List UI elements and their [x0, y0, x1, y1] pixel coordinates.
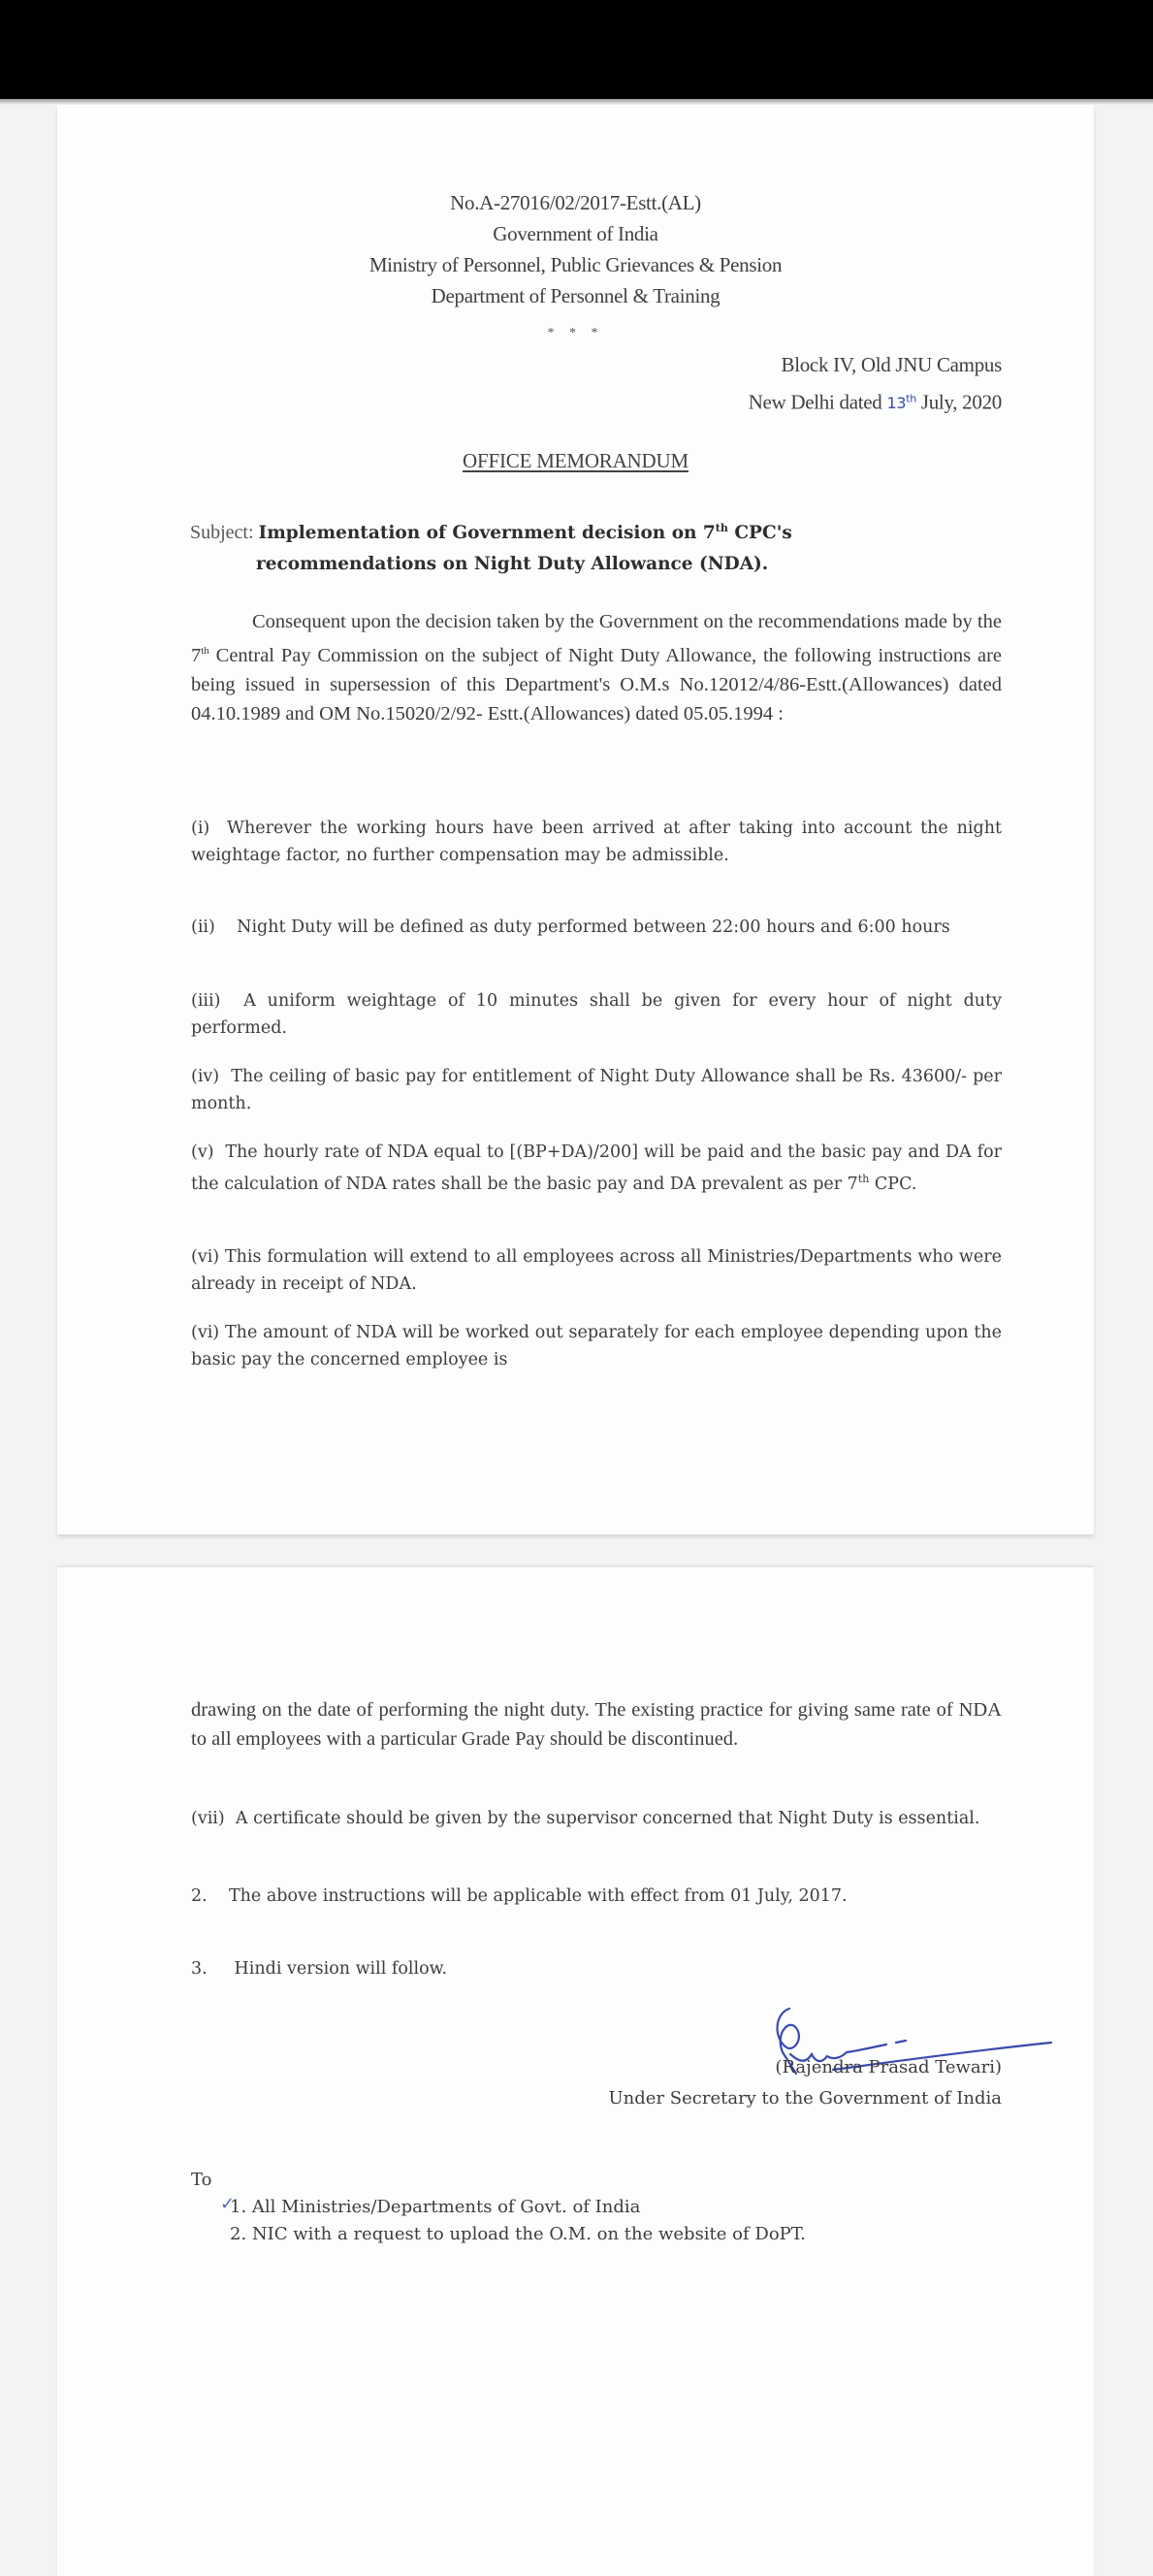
paragraph-3: 3. Hindi version will follow. — [191, 1959, 448, 1979]
subject-block — [190, 513, 1002, 580]
date-suffix: July, 2020 — [920, 390, 1002, 414]
subject-line-2: recommendations on Night Duty Allowance (NDA). — [256, 554, 769, 575]
point-iii: (iii) A uniform weightage of 10 minutes shall be given for every hour of night duty performed. — [191, 991, 1002, 1038]
point-i: (i) Wherever the working hours have been arrived at after taking into account the night weightage factor, no further compensation may be admissible. — [191, 819, 1002, 865]
signatory-name: (Rajendra Prasad Tewari) — [775, 2057, 1002, 2077]
document-page-1 — [57, 105, 1094, 1534]
recipient-item: ✓ 1. All Ministries/Departments of Govt. of India — [230, 2194, 806, 2221]
continuation-paragraph: drawing on the date of performing the night duty. The existing practice for giving same rate of NDA to all employees with a particular Grade Pay should be discontinued. — [191, 1699, 1002, 1750]
government-name: Government of India — [493, 222, 658, 245]
subject-line-1: Implementation of Government decision on 7th CPC's — [258, 522, 792, 544]
address-line: Block IV, Old JNU Campus — [781, 353, 1002, 376]
subject-label: Subject: — [190, 522, 254, 544]
point-vii: (vii) A certificate should be given by the supervisor concerned that Night Duty is essential. — [191, 1809, 980, 1828]
point-vi: (vi) This formulation will extend to all employees across all Ministries/Departments who were already in receipt of NDA. — [191, 1247, 1002, 1294]
intro-paragraph: Consequent upon the decision taken by the Government on the recommendations made by the 7th Central Pay Commission on the subject of Night Duty Allowance, the following instructions are being issued in supersession of this Department's O.M.s No.12012/4/86-Estt.(Allowances) dated 04.10.1989 and OM No.15020/2/92- Estt.(Allowances) dated 05.05.1994 : — [191, 611, 1002, 724]
recipients-block — [191, 2167, 806, 2248]
check-mark-icon: ✓ — [220, 2194, 236, 2214]
point-v: (v) The hourly rate of NDA equal to [(BP+DA)/200] will be paid and the basic pay and DA for the calculation of NDA rates shall be the basic pay and DA prevalent as per 7th CPC. — [191, 1143, 1002, 1194]
point-vi-b: (vi) The amount of NDA will be worked out separately for each employee depending upon the basic pay the concerned employee is — [191, 1323, 1002, 1369]
department-name: Department of Personnel & Training — [431, 284, 721, 307]
recipients-list — [191, 2194, 806, 2248]
document-title: OFFICE MEMORANDUM — [463, 449, 689, 472]
top-status-bar — [0, 0, 1153, 99]
address-block — [749, 347, 1002, 421]
ministry-name: Ministry of Personnel, Public Grievances & Pension — [368, 253, 783, 276]
recipient-item: 2. NIC with a request to upload the O.M. on the website of DoPT. — [230, 2224, 806, 2244]
point-ii: (ii) Night Duty will be defined as duty performed between 22:00 hours and 6:00 hours — [191, 918, 950, 937]
paragraph-2: 2. The above instructions will be applicable with effect from 01 July, 2017. — [191, 1886, 848, 1906]
signatory-designation: Under Secretary to the Government of India — [608, 2088, 1002, 2109]
letterhead — [57, 187, 1094, 311]
to-label: To — [191, 2170, 212, 2190]
separator-stars: * * * — [547, 326, 604, 340]
file-number: No.A-27016/02/2017-Estt.(AL) — [450, 191, 701, 214]
date-line — [749, 382, 1002, 421]
point-iv: (iv) The ceiling of basic pay for entitlement of Night Duty Allowance shall be Rs. 43600/- per month. — [191, 1067, 1002, 1113]
document-page-2 — [57, 1567, 1094, 2576]
date-prefix: New Delhi dated — [748, 390, 882, 414]
handwritten-day: 13th — [886, 393, 916, 413]
signatory-block — [609, 2052, 1002, 2114]
